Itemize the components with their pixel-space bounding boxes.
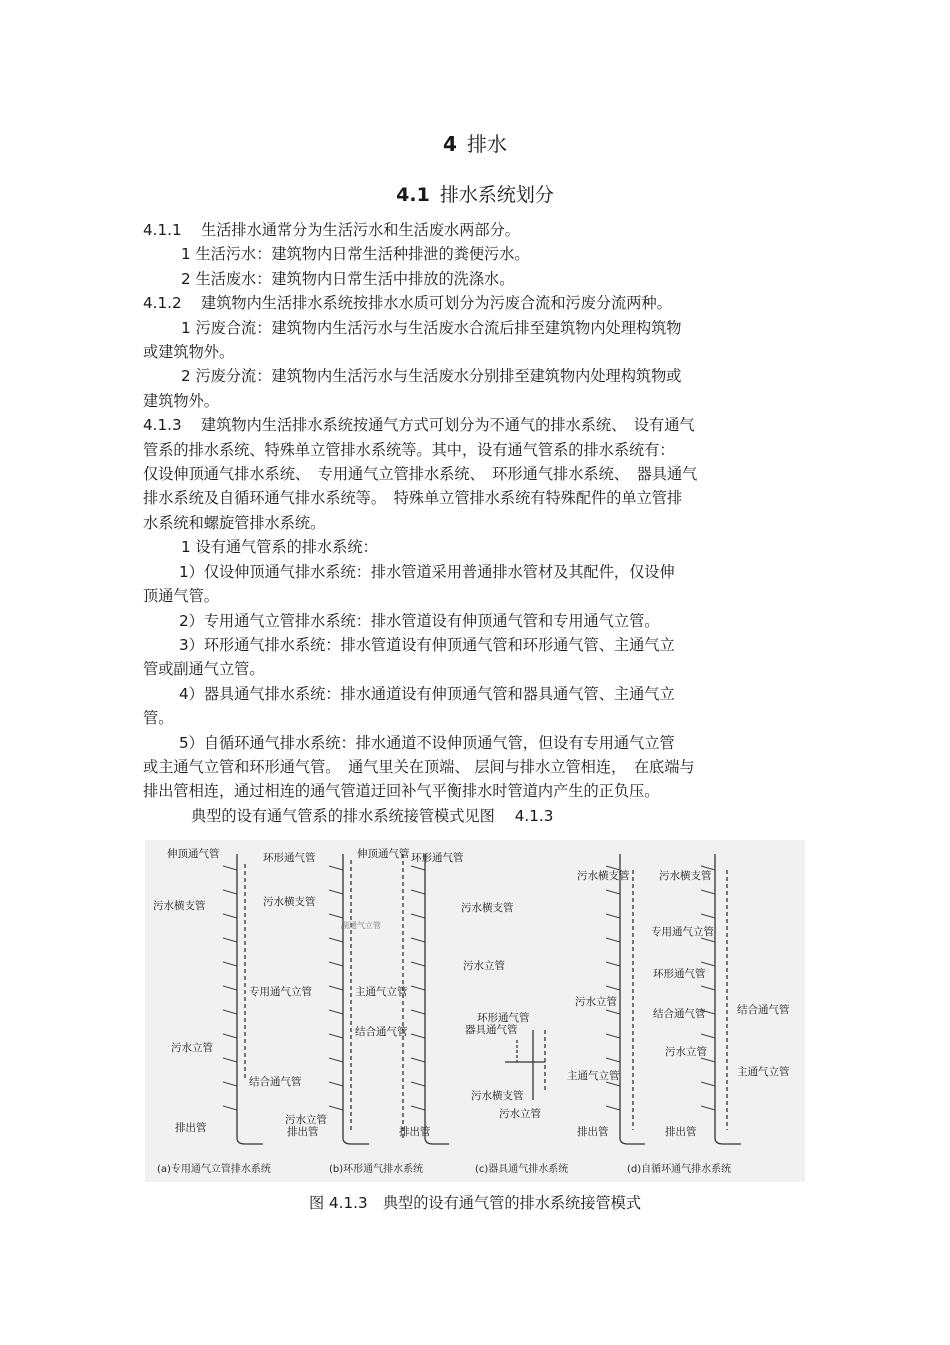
branch-rung xyxy=(411,1010,425,1014)
label-main-vent: 主通气立管 xyxy=(355,986,408,998)
branch-rung xyxy=(223,890,237,894)
branch-rung xyxy=(606,1034,620,1038)
label-main-vent: 主通气立管 xyxy=(737,1066,790,1078)
outlet-pipe xyxy=(425,1138,449,1144)
branch-rung xyxy=(329,1010,343,1014)
branch-rung xyxy=(223,1082,237,1086)
subcaption-c: (c)器具通气排水系统 xyxy=(475,1164,569,1175)
branch-rung xyxy=(701,914,715,918)
branch-rung xyxy=(223,866,237,870)
branch-rung xyxy=(223,986,237,990)
label-loop-vent: 环形通气管 xyxy=(477,1012,530,1024)
outlet-pipe xyxy=(715,1138,741,1144)
clause-text-cont: 管系的排水系统、特殊单立管排水系统等。其中，设有通气管系的排水系统有： xyxy=(143,440,675,459)
section-title: 排水系统划分 xyxy=(439,184,554,206)
sub-item-text: 4）器具通气排水系统：排水通道设有伸顶通气管和器具通气管、主通气立 xyxy=(179,684,675,703)
item-text: 1 污废合流：建筑物内生活污水与生活废水合流后排至建筑物内处理构筑物 xyxy=(181,318,682,337)
label-branch: 污水横支管 xyxy=(153,900,206,912)
section-heading xyxy=(0,180,950,207)
drainage-diagram-figure xyxy=(145,840,805,1182)
outlet-pipe xyxy=(237,1138,263,1144)
branch-rung xyxy=(606,962,620,966)
branch-rung xyxy=(606,1082,620,1086)
branch-rung xyxy=(411,866,425,870)
sub-item-text: 1）仅设伸顶通气排水系统：排水管道采用普通排水管材及其配件，仅设伸 xyxy=(179,562,675,581)
clause-text: 生活排水通常分为生活污水和生活废水两部分。 xyxy=(201,221,520,239)
branch-rung xyxy=(329,986,343,990)
label-branch: 污水横支管 xyxy=(471,1090,524,1102)
chapter-number: 4 xyxy=(443,132,457,156)
label-stack: 污水立管 xyxy=(463,960,505,972)
sub-item-text-cont: 排出管相连，通过相连的通气管道迂回补气平衡排水时管道内产生的正负压。 xyxy=(143,782,660,801)
clause-number: 4.1.2 xyxy=(143,294,182,313)
branch-rung xyxy=(606,1010,620,1014)
branch-rung xyxy=(329,1082,343,1086)
branch-rung xyxy=(329,1106,343,1110)
branch-rung xyxy=(701,986,715,990)
item-text: 2 污废分流：建筑物内生活污水与生活废水分别排至建筑物内处理构筑物或 xyxy=(181,367,682,386)
label-branch: 污水横支管 xyxy=(263,896,316,908)
label-stack: 污水立管 xyxy=(171,1042,213,1054)
chapter-heading xyxy=(0,128,950,157)
branch-rung xyxy=(606,1058,620,1062)
label-loop-vent: 环形通气管 xyxy=(653,968,706,980)
label-outlet: 排出管 xyxy=(399,1126,431,1138)
clause-text-cont: 水系统和螺旋管排水系统。 xyxy=(143,513,326,532)
branch-rung xyxy=(329,1034,343,1038)
branch-rung xyxy=(701,1082,715,1086)
sub-item-text-cont: 或主通气立管和环形通气管。 通气里关在顶端、 层间与排水立管相连， 在底端与 xyxy=(143,757,695,776)
clause-text: 建筑物内生活排水系统按通气方式可划分为不通气的排水系统、 设有通气 xyxy=(201,416,695,435)
clause-4-1-3 xyxy=(143,413,808,437)
label-branch: 污水横支管 xyxy=(577,870,630,882)
branch-rung xyxy=(701,890,715,894)
subcaption-a: (a)专用通气立管排水系统 xyxy=(157,1164,271,1175)
clause-number: 4.1.1 xyxy=(143,221,182,239)
branch-rung xyxy=(701,962,715,966)
branch-rung xyxy=(329,866,343,870)
label-special-vent: 专用通气立管 xyxy=(249,986,312,998)
clause-4-1-1 xyxy=(143,218,808,242)
branch-rung xyxy=(223,1106,237,1110)
label-special-vent: 专用通气立管 xyxy=(651,926,714,938)
item-text-cont: 建筑物外。 xyxy=(143,391,219,410)
label-outlet: 排出管 xyxy=(287,1126,319,1138)
clause-number: 4.1.3 xyxy=(143,416,182,435)
label-branch: 污水横支管 xyxy=(461,902,514,914)
figure-reference: 典型的设有通气管系的排水系统接管模式见图 4.1.3 xyxy=(191,806,554,825)
branch-rung xyxy=(223,914,237,918)
label-outlet: 排出管 xyxy=(665,1126,697,1138)
branch-rung xyxy=(329,1058,343,1062)
chapter-title: 排水 xyxy=(466,132,507,156)
clause-text: 建筑物内生活排水系统按排水水质可划分为污废合流和污废分流两种。 xyxy=(201,294,672,313)
branch-rung xyxy=(329,914,343,918)
item-text: 2 生活废水：建筑物内日常生活中排放的洗涤水。 xyxy=(181,269,515,288)
branch-rung xyxy=(223,962,237,966)
branch-rung xyxy=(606,890,620,894)
clause-text-cont: 仅设伸顶通气排水系统、 专用通气立管排水系统、 环形通气排水系统、 器具通气 xyxy=(143,465,698,484)
sub-item-text: 5）自循环通气排水系统：排水通道不设伸顶通气管，但设有专用通气立管 xyxy=(179,733,675,752)
branch-rung xyxy=(606,938,620,942)
item-text: 1 生活污水：建筑物内日常生活种排泄的粪便污水。 xyxy=(181,245,530,264)
label-loop-vent: 环形通气管 xyxy=(411,852,464,864)
figure-caption: 图 4.1.3 典型的设有通气管的排水系统接管模式 xyxy=(308,1194,642,1212)
branch-rung xyxy=(606,914,620,918)
section-number: 4.1 xyxy=(396,184,430,206)
sub-item-text-cont: 管或副通气立管。 xyxy=(143,660,265,679)
outlet-pipe xyxy=(343,1138,369,1144)
subcaption-d: (d)自循环通气排水系统 xyxy=(627,1164,732,1175)
branch-rung xyxy=(411,1106,425,1110)
branch-rung xyxy=(329,962,343,966)
clause-text-cont: 排水系统及自循环通气排水系统等。 特殊单立管排水系统有特殊配件的单立管排 xyxy=(143,489,683,508)
clause-4-1-2 xyxy=(143,291,808,315)
label-branch: 污水横支管 xyxy=(659,870,712,882)
label-combine: 结合通气管 xyxy=(249,1076,302,1088)
branch-rung xyxy=(701,1106,715,1110)
label-vent-top: 伸顶通气管 xyxy=(167,848,220,860)
branch-rung xyxy=(411,890,425,894)
branch-rung xyxy=(411,986,425,990)
item-text: 1 设有通气管系的排水系统： xyxy=(181,538,378,557)
sub-item-text: 3）环形通气排水系统：排水管道设有伸顶通气管和环形通气管、主通气立 xyxy=(179,635,675,654)
branch-rung xyxy=(606,986,620,990)
label-stack: 污水立管 xyxy=(285,1114,327,1126)
branch-rung xyxy=(411,938,425,942)
branch-rung xyxy=(701,938,715,942)
label-combine: 结合通气管 xyxy=(737,1004,790,1016)
branch-rung xyxy=(223,1058,237,1062)
body-text xyxy=(143,218,808,828)
branch-rung xyxy=(223,1010,237,1014)
branch-rung xyxy=(411,914,425,918)
label-combine: 结合通气管 xyxy=(355,1026,408,1038)
item-text-cont: 或建筑物外。 xyxy=(143,343,235,362)
label-outlet: 排出管 xyxy=(577,1126,609,1138)
sub-item-text-cont: 管。 xyxy=(143,709,174,728)
subcaption-b: (b)环形通气排水系统 xyxy=(329,1164,424,1175)
label-vent-top: 伸顶通气管 xyxy=(357,848,410,860)
label-loop-vent: 环形通气管 xyxy=(263,852,316,864)
label-stack: 污水立管 xyxy=(665,1046,707,1058)
label-stack: 污水立管 xyxy=(575,996,617,1008)
label-main-vent: 主通气立管 xyxy=(567,1070,620,1082)
branch-rung xyxy=(329,938,343,942)
branch-rung xyxy=(411,962,425,966)
label-fixture-vent: 器具通气管 xyxy=(465,1024,518,1036)
branch-rung xyxy=(411,1082,425,1086)
branch-rung xyxy=(411,1034,425,1038)
branch-rung xyxy=(223,938,237,942)
branch-rung xyxy=(411,1058,425,1062)
sub-item-text-cont: 顶通气管。 xyxy=(143,587,219,606)
branch-rung xyxy=(606,1106,620,1110)
sub-item-text: 2）专用通气立管排水系统：排水管道设有伸顶通气管和专用通气立管。 xyxy=(179,611,660,630)
branch-rung xyxy=(223,1034,237,1038)
branch-rung xyxy=(701,1034,715,1038)
branch-rung xyxy=(329,890,343,894)
branch-rung xyxy=(701,1058,715,1062)
outlet-pipe xyxy=(620,1138,645,1144)
drainage-diagram xyxy=(145,840,805,1182)
label-stack: 污水立管 xyxy=(499,1108,541,1120)
label-sub-vent: 副通气立管 xyxy=(341,921,381,930)
label-combine: 结合通气管 xyxy=(653,1008,706,1020)
label-outlet: 排出管 xyxy=(175,1122,207,1134)
